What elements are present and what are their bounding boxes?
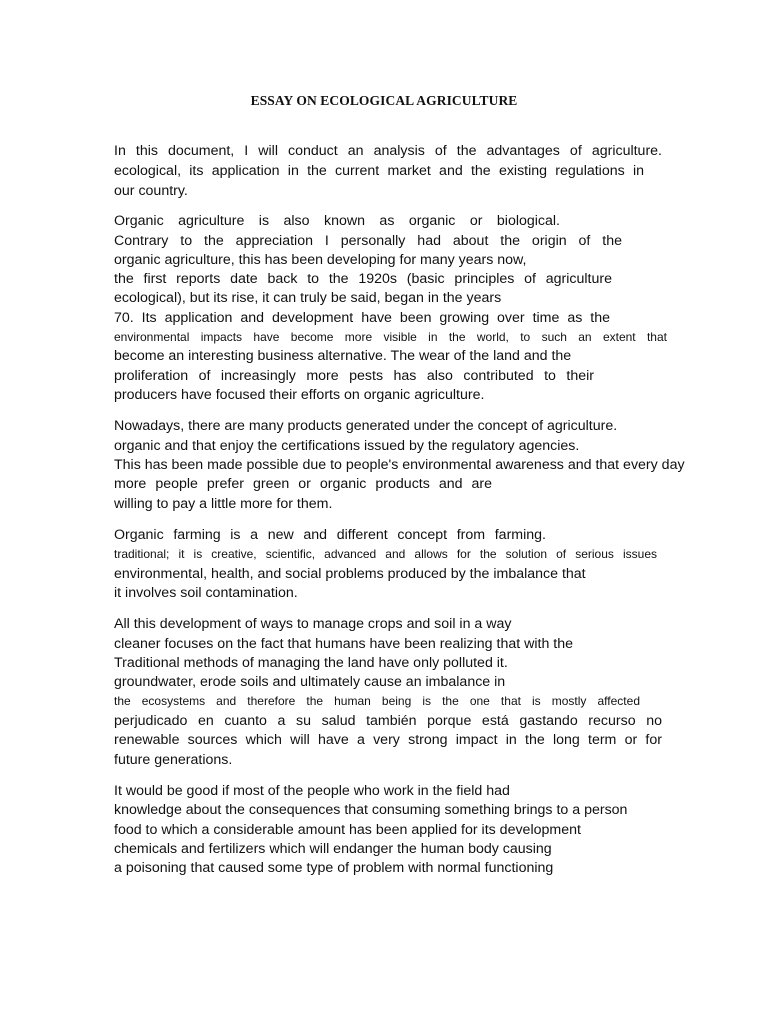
- text-line: organic agriculture, this has been developing for many years now,: [114, 252, 527, 268]
- text-line: environmental, health, and social problems produced by the imbalance that: [114, 566, 586, 582]
- text-line: It would be good if most of the people who work in the field had: [114, 783, 510, 799]
- text-line: Nowadays, there are many products generated under the concept of agriculture.: [114, 418, 618, 434]
- text-line: the ecosystems and therefore the human being is the one that is mostly affected: [114, 694, 640, 708]
- text-line: groundwater, erode soils and ultimately cause an imbalance in: [114, 674, 506, 690]
- text-line: producers have focused their efforts on organic agriculture.: [114, 387, 485, 403]
- text-line: All this development of ways to manage crops and soil in a way: [114, 616, 512, 632]
- text-line: environmental impacts have become more visible in the world, to such an extent that: [114, 330, 667, 344]
- text-line: future generations.: [114, 752, 233, 768]
- text-line: knowledge about the consequences that consuming something brings to a person: [114, 802, 628, 818]
- text-line: a poisoning that caused some type of problem with normal functioning: [114, 860, 554, 876]
- text-line: cleaner focuses on the fact that humans have been realizing that with the: [114, 636, 574, 652]
- text-line: renewable sources which will have a very strong impact in the long term or for: [114, 732, 662, 748]
- text-line: ecological, its application in the current market and the existing regulations in: [114, 163, 644, 179]
- text-line: perjudicado en cuanto a su salud también porque está gastando recurso no: [114, 713, 662, 729]
- text-line: become an interesting business alternative. The wear of the land and the: [114, 348, 572, 364]
- text-line: the first reports date back to the 1920s (basic principles of agriculture: [114, 271, 612, 287]
- text-line: Contrary to the appreciation I personally had about the origin of the: [114, 233, 622, 249]
- document-title: ESSAY ON ECOLOGICAL AGRICULTURE: [250, 93, 518, 108]
- text-line: 70. Its application and development have been growing over time as the: [114, 310, 610, 326]
- text-line: This has been made possible due to people's environmental awareness and that every day: [114, 457, 685, 473]
- text-line: Traditional methods of managing the land have only polluted it.: [114, 655, 508, 671]
- text-line: chemicals and fertilizers which will endanger the human body causing: [114, 841, 552, 857]
- text-line: In this document, I will conduct an analysis of the advantages of agriculture.: [114, 143, 662, 159]
- text-line: ecological), but its rise, it can truly be said, began in the years: [114, 290, 502, 306]
- text-line: our country.: [114, 183, 188, 199]
- text-line: Organic agriculture is also known as organic or biological.: [114, 213, 560, 229]
- text-line: proliferation of increasingly more pests has also contributed to their: [114, 368, 594, 384]
- text-line: traditional; it is creative, scientific, advanced and allows for the solution of serious issues: [114, 547, 657, 561]
- text-line: organic and that enjoy the certifications issued by the regulatory agencies.: [114, 438, 580, 454]
- text-line: willing to pay a little more for them.: [114, 496, 333, 512]
- text-line: Organic farming is a new and different concept from farming.: [114, 527, 546, 543]
- text-line: more people prefer green or organic products and are: [114, 476, 492, 492]
- text-line: food to which a considerable amount has been applied for its development: [114, 822, 581, 838]
- text-line: it involves soil contamination.: [114, 585, 298, 601]
